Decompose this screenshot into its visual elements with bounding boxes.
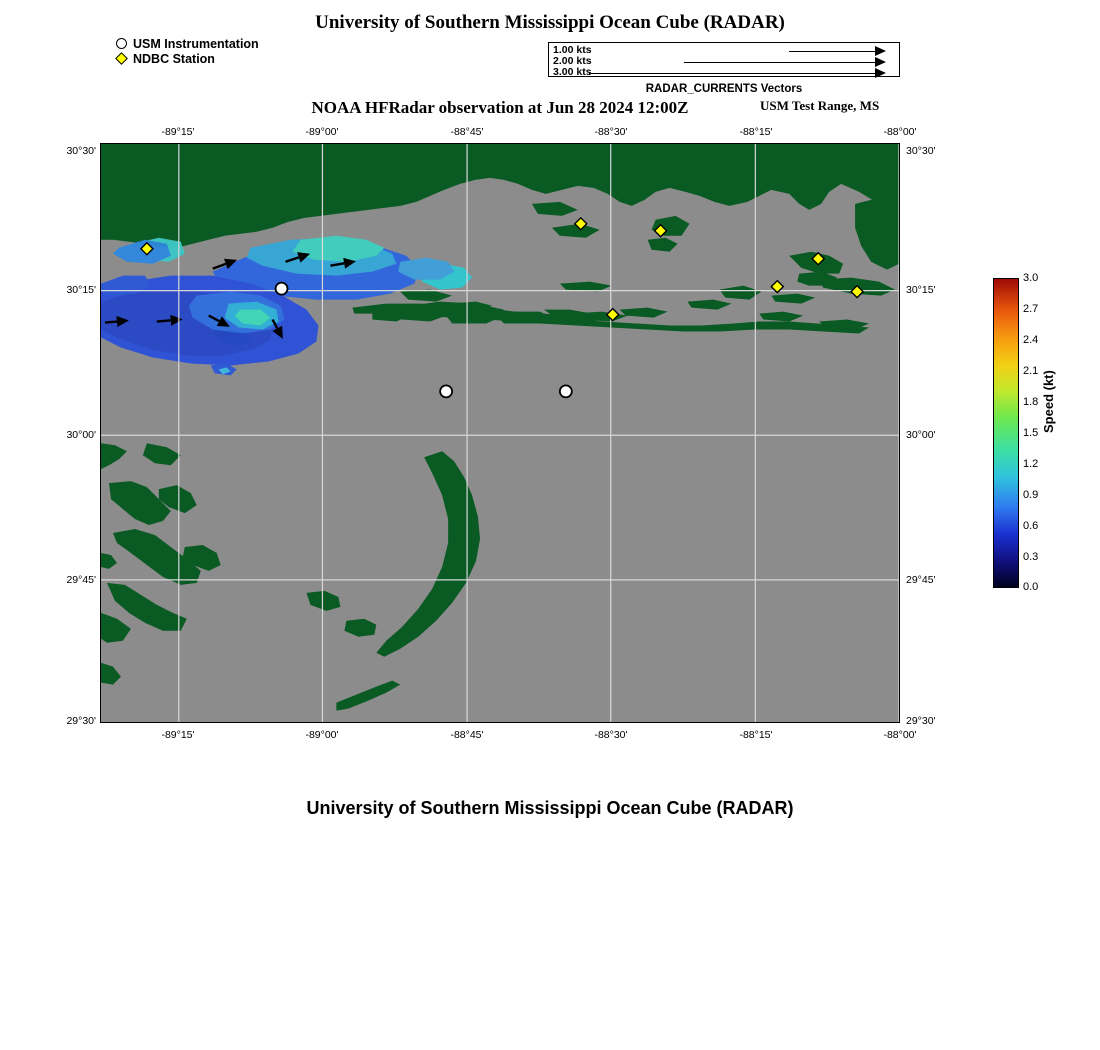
lon-tick-bottom-5: -88°00' — [883, 729, 917, 741]
lon-tick-bottom-2: -88°45' — [450, 729, 484, 741]
legend-label-ndbc: NDBC Station — [133, 51, 215, 66]
colorbar-tick-2.7: 2.7 — [1023, 303, 1039, 315]
vector-head-3kts — [875, 68, 886, 78]
vector-head-1kts — [875, 46, 886, 56]
map-svg — [101, 144, 899, 723]
colorbar-gradient — [993, 278, 1019, 588]
footer-title: University of Southern Mississippi Ocean Cube (RADAR) — [306, 798, 794, 818]
colorbar-tick-1.8: 1.8 — [1023, 396, 1039, 408]
vector-key-label-1kts: 1.00 kts — [553, 44, 592, 56]
vector-key-label-2kts: 2.00 kts — [553, 55, 592, 67]
vector-shaft-2kts — [684, 62, 875, 63]
colorbar-tick-1.5: 1.5 — [1023, 427, 1039, 439]
colorbar-tick-2.1: 2.1 — [1023, 365, 1039, 377]
lon-tick-bottom-1: -89°00' — [305, 729, 339, 741]
white-circle-icon — [112, 36, 130, 51]
lat-tick-right-0: 30°30' — [906, 145, 936, 157]
lat-tick-left-1: 30°15' — [66, 284, 96, 296]
colorbar-tick-2.4: 2.4 — [1023, 334, 1039, 346]
vector-head-2kts — [875, 57, 886, 67]
vector-key-caption: RADAR_CURRENTS Vectors — [645, 83, 803, 95]
lat-tick-right-3: 29°45' — [906, 574, 936, 586]
lat-tick-left-4: 29°30' — [66, 715, 96, 727]
range-label: USM Test Range, MS — [760, 98, 880, 113]
colorbar-tick-3.0: 3.0 — [1023, 272, 1039, 284]
lon-tick-bottom-4: -88°15' — [739, 729, 773, 741]
colorbar-tick-0.0: 0.0 — [1023, 581, 1039, 593]
vector-shaft-3kts — [589, 73, 875, 74]
colorbar-tick-0.9: 0.9 — [1023, 489, 1039, 501]
legend-item-ndbc — [112, 51, 382, 66]
vector-key-row-3kts — [549, 67, 901, 78]
lon-tick-top-1: -89°00' — [305, 126, 339, 138]
lon-tick-bottom-0: -89°15' — [161, 729, 195, 741]
vector-scale-key — [548, 42, 900, 77]
colorbar-tick-0.6: 0.6 — [1023, 520, 1039, 532]
lat-tick-right-4: 29°30' — [906, 715, 936, 727]
lon-tick-top-5: -88°00' — [883, 126, 917, 138]
usm-instrumentation-marker — [440, 385, 452, 397]
lat-tick-right-2: 30°00' — [906, 429, 936, 441]
lat-tick-left-2: 30°00' — [66, 429, 96, 441]
lon-tick-top-0: -89°15' — [161, 126, 195, 138]
colorbar-title: Speed (kt) — [1041, 370, 1056, 433]
lat-tick-left-3: 29°45' — [66, 574, 96, 586]
lon-tick-top-2: -88°45' — [450, 126, 484, 138]
colorbar — [993, 272, 1039, 593]
legend-label-usm: USM Instrumentation — [133, 36, 259, 51]
lon-tick-top-4: -88°15' — [739, 126, 773, 138]
observation-title: NOAA HFRadar observation at Jun 28 2024 12:00Z — [311, 98, 689, 117]
vector-shaft-1kts — [789, 51, 875, 52]
usm-instrumentation-marker — [276, 283, 288, 295]
legend-item-usm — [112, 36, 382, 51]
map-canvas[interactable] — [100, 143, 900, 723]
vector-key-row-1kts — [549, 45, 901, 56]
lon-tick-bottom-3: -88°30' — [594, 729, 628, 741]
usm-instrumentation-marker — [560, 385, 572, 397]
lon-tick-top-3: -88°30' — [594, 126, 628, 138]
lat-tick-left-0: 30°30' — [66, 145, 96, 157]
vector-key-label-3kts: 3.00 kts — [553, 66, 592, 78]
colorbar-tick-0.3: 0.3 — [1023, 551, 1039, 563]
page-title: University of Southern Mississippi Ocean Cube (RADAR) — [315, 12, 785, 33]
vector-key-row-2kts — [549, 56, 901, 67]
yellow-diamond-icon — [112, 51, 130, 66]
symbol-legend — [112, 36, 382, 66]
lat-tick-right-1: 30°15' — [906, 284, 936, 296]
colorbar-tick-1.2: 1.2 — [1023, 458, 1039, 470]
